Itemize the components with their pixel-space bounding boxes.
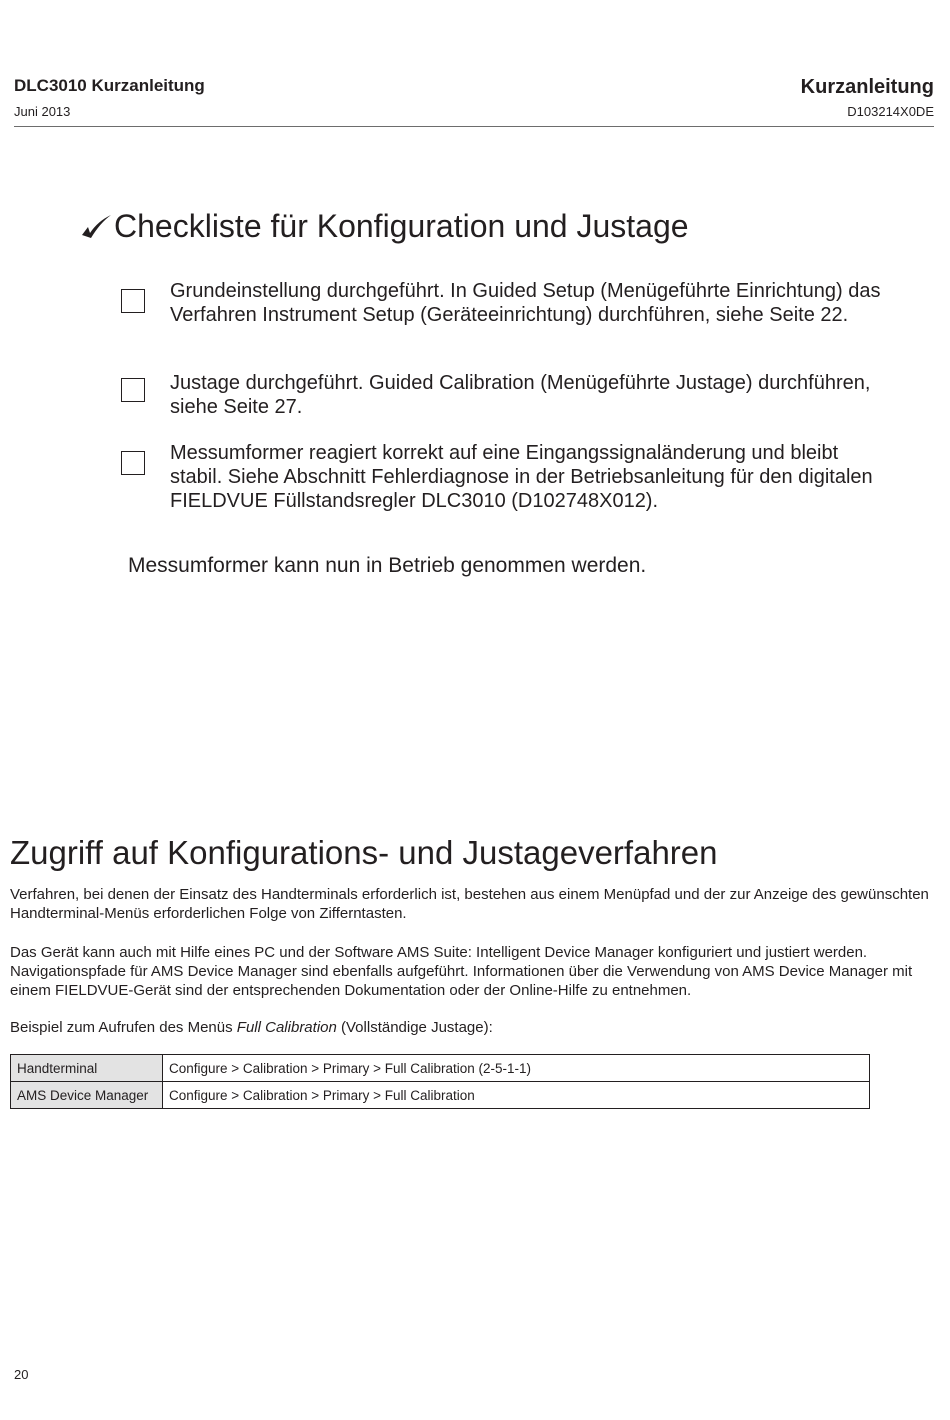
table-row-path: Configure > Calibration > Primary > Full Calibration xyxy=(163,1082,870,1109)
checklist-heading-text: Checkliste für Konfiguration und Justage xyxy=(114,208,689,244)
table-row xyxy=(11,1082,870,1109)
table-row xyxy=(11,1055,870,1082)
page-number: 20 xyxy=(14,1367,29,1382)
checkmark-icon xyxy=(80,211,112,243)
ready-statement: Messumformer kann nun in Betrieb genommen werden. xyxy=(128,554,647,577)
checklist-checkbox-1[interactable] xyxy=(121,289,145,313)
document-title: DLC3010 Kurzanleitung xyxy=(14,76,205,95)
checklist-heading xyxy=(80,208,689,245)
example-menu-name: Full Calibration xyxy=(236,1019,337,1036)
checklist-checkbox-2[interactable] xyxy=(121,378,145,402)
paragraph-handterminal: Verfahren, bei denen der Einsatz des Handterminals erforderlich ist, bestehen aus einem Menüpfad und der zur Anzeige des gewünschten Handterminal-Menüs erforderlichen Folge von Zifferntasten. xyxy=(10,886,929,922)
checklist-item-2: Justage durchgeführt. Guided Calibration (Menügeführte Justage) durchführen, siehe Seite 27. xyxy=(170,372,871,418)
page-header xyxy=(14,76,934,127)
example-prefix: Beispiel zum Aufrufen des Menüs xyxy=(10,1019,237,1036)
table-row-label: Handterminal xyxy=(11,1055,163,1082)
checklist-item-1: Grundeinstellung durchgeführt. In Guided Setup (Menügeführte Einrichtung) das Verfahren Instrument Setup (Geräteeinrichtung) durchführen, siehe Seite 22. xyxy=(170,280,881,326)
table-row-label: AMS Device Manager xyxy=(11,1082,163,1109)
document-code: D103214X0DE xyxy=(847,104,934,119)
paragraph-example xyxy=(10,1018,930,1037)
checklist-item-3: Messumformer reagiert korrekt auf eine Eingangssignaländerung und bleibt stabil. Siehe Abschnitt Fehlerdiagnose in der Betriebsanleitung für den digitalen FIELDVUE Füllstandsregler DLC3010 (D102748X012). xyxy=(170,442,873,512)
document-type: Kurzanleitung xyxy=(800,76,934,98)
checklist-checkbox-3[interactable] xyxy=(121,451,145,475)
paragraph-ams: Das Gerät kann auch mit Hilfe eines PC und der Software AMS Suite: Intelligent Device Manager konfiguriert und justiert werden. Navigationspfade für AMS Device Manager sind ebenfalls aufgeführt. Informationen über die Verwendung von AMS Device Manager mit einem FIELDVUE-Gerät sind der entsprechenden Dokumentation oder der Online-Hilfe zu entnehmen. xyxy=(10,944,913,999)
navigation-table xyxy=(10,1054,870,1109)
table-row-path: Configure > Calibration > Primary > Full Calibration (2-5-1-1) xyxy=(163,1055,870,1082)
example-suffix: (Vollständige Justage): xyxy=(336,1019,493,1036)
section-heading: Zugriff auf Konfigurations- und Justageverfahren xyxy=(10,834,718,871)
document-date: Juni 2013 xyxy=(14,104,71,119)
